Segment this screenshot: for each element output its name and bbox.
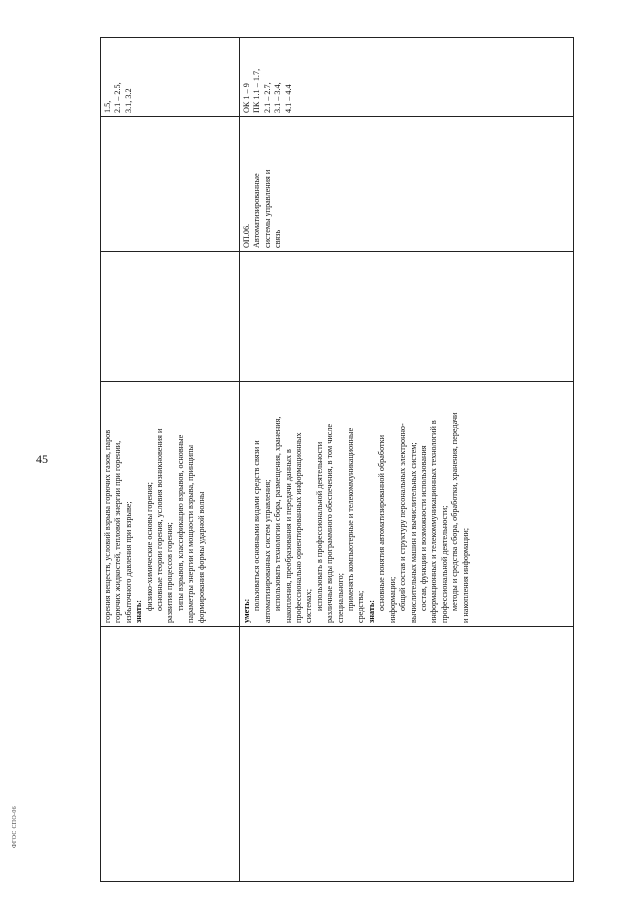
discipline-title-line: Автоматизированные bbox=[252, 173, 262, 248]
requirement-line: автоматизированных систем управления; bbox=[262, 479, 272, 623]
requirement-line: вычислительных машин и вычислительных систем; bbox=[408, 442, 418, 623]
requirement-line: и накопления информации; bbox=[460, 527, 470, 623]
section-heading: уметь: bbox=[242, 598, 251, 623]
competency-line: 3.1, 3.2 bbox=[123, 88, 133, 113]
competency-line: 3.1 – 3.4, bbox=[273, 82, 283, 113]
requirement-line: системах; bbox=[304, 589, 314, 623]
requirement-line: типы взрывов, классификацию взрывов, основные bbox=[175, 434, 185, 611]
requirement-line: профессиональной деятельности; bbox=[439, 505, 449, 623]
requirement-line: информационных и телекоммуникационных технологий в bbox=[429, 420, 439, 623]
section-heading: знать: bbox=[366, 600, 376, 623]
footer-standard-code: ФГОС СПО-06 bbox=[12, 806, 18, 848]
requirement-line: специального; bbox=[335, 573, 345, 623]
requirement-line: информации; bbox=[387, 576, 397, 623]
competency-line: 2.1 – 2.7, bbox=[262, 82, 272, 113]
requirement-line: параметры энергии и мощности взрыва, принципы bbox=[186, 444, 196, 623]
requirement-line: профессионально ориентированных информационных bbox=[294, 432, 304, 623]
row1-discipline-cell bbox=[101, 116, 239, 251]
row1-content-cell bbox=[101, 381, 239, 626]
requirement-line: методы и средства сбора, обработки, хранения, передачи bbox=[450, 412, 460, 611]
table-row bbox=[100, 37, 240, 882]
competency-line: 2.1 – 2.5, bbox=[113, 82, 123, 113]
requirement-line: состав, функции и возможности использования bbox=[418, 445, 428, 611]
row2-discipline-cell bbox=[240, 116, 573, 251]
competency-line: ПК 1.1 – 1.7, bbox=[252, 68, 262, 113]
page-number: 45 bbox=[36, 452, 48, 466]
requirement-line: применять компьютерные и телекоммуникационные bbox=[346, 427, 356, 611]
table-row bbox=[239, 37, 574, 882]
competency-line: ОК 1 – 9 bbox=[242, 83, 251, 113]
row2-hours-cell bbox=[240, 251, 573, 381]
requirement-line: основные теории горения, условия возникновения и bbox=[155, 428, 165, 611]
row2-competencies-cell bbox=[240, 36, 573, 116]
section-heading: знать: bbox=[134, 600, 144, 623]
row2-empty-cell bbox=[240, 626, 573, 881]
requirement-line: использовать технологии сбора, размещения, хранения, bbox=[273, 416, 283, 611]
requirement-line: пользоваться основными видами средств связи и bbox=[252, 440, 262, 611]
competency-line: 4.1 – 4.4 bbox=[283, 84, 293, 113]
requirement-line: горючих жидкостей, тепловой энергии при горении, bbox=[113, 440, 123, 623]
requirement-line: формирования формы ударной волны bbox=[196, 491, 206, 623]
row2-content-cell bbox=[240, 381, 573, 626]
requirement-line: использовать в профессиональной деятельности bbox=[314, 441, 324, 611]
competency-table bbox=[100, 37, 574, 882]
requirement-line: развития процессов горения; bbox=[165, 522, 175, 623]
row1-competencies-cell bbox=[101, 36, 239, 116]
requirement-line: физико-химические основы горения; bbox=[144, 482, 154, 611]
requirement-line: различные виды программного обеспечения, в том числе bbox=[325, 423, 335, 623]
requirement-line: накопления, преобразования и передачи данных в bbox=[283, 449, 293, 623]
requirement-line: средства; bbox=[356, 590, 366, 623]
requirement-line: избыточного давления при взрыве; bbox=[123, 501, 133, 623]
discipline-title-line: связь bbox=[273, 229, 283, 248]
row1-hours-cell bbox=[101, 251, 239, 381]
requirement-line: общий состав и структуру персональных электронно- bbox=[398, 423, 408, 611]
requirement-line: основные понятия автоматизированной обработки bbox=[377, 435, 387, 611]
row1-empty-cell bbox=[101, 626, 239, 881]
requirement-line: горения веществ, условий взрыва горючих газов, паров bbox=[103, 429, 112, 623]
discipline-code: ОП.06. bbox=[242, 223, 251, 248]
discipline-title-line: системы управления и bbox=[262, 169, 272, 248]
competency-line: 1.5, bbox=[103, 100, 112, 113]
